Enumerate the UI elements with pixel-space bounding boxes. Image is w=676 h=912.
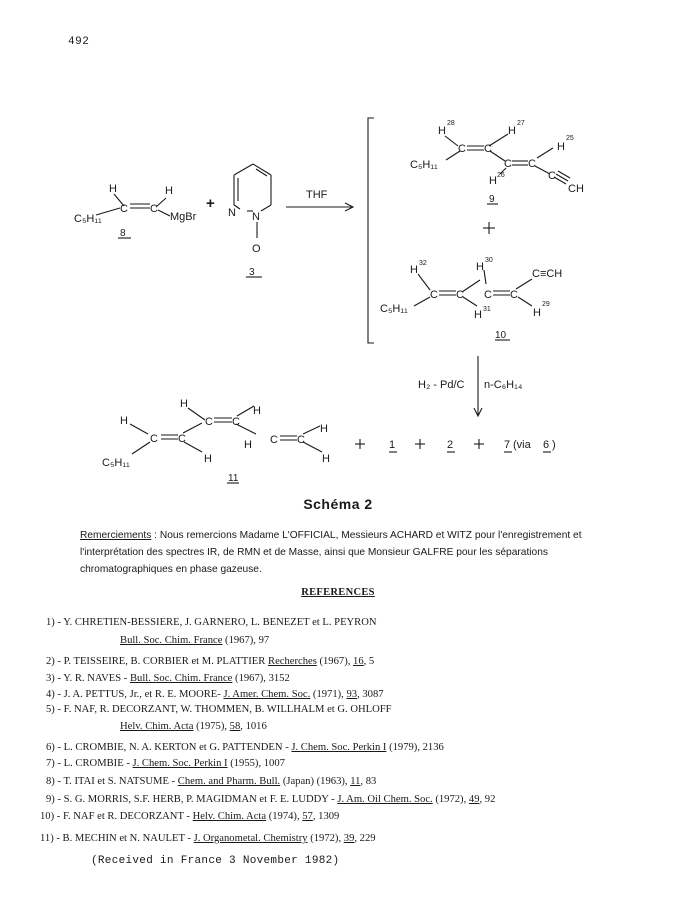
superscript: 32 — [419, 260, 427, 267]
superscript: 25 — [566, 135, 574, 142]
reference-citation: Chem. and Pharm. Bull. — [177, 776, 281, 787]
reference-text: (1967), 97 — [222, 635, 270, 646]
atom-c: C — [456, 289, 464, 301]
acknowledgement-text: : Nous remercions Madame L'OFFICIAL, Messieurs ACHARD et WITZ pour l'enregistrement et l'interprétation des spectres IR, de RMN et de Masse, ainsi que Monsieur GALFRE pour les séparations chromatographiques en phase gazeuse. — [80, 530, 582, 575]
atom-c: C — [120, 203, 128, 215]
reference-line — [120, 721, 267, 732]
reference-text: 1) - Y. CHRETIEN-BESSIERE, J. GARNERO, L. BENEZET et L. PEYRON — [46, 617, 377, 628]
atom-h: H — [165, 185, 173, 197]
atom-c: C — [150, 433, 158, 445]
reference-text: , 92 — [479, 794, 496, 805]
reference-citation: Helv. Chim. Acta — [120, 721, 194, 732]
reference-text: 8) - T. ITAI et S. NATSUME - — [46, 776, 178, 787]
atom-c: C — [178, 433, 186, 445]
reference-text: , 83 — [360, 776, 377, 787]
reference-line — [46, 794, 495, 805]
reference-text: (1971), — [310, 689, 347, 700]
reference-text: (Japan) (1963), — [280, 776, 351, 787]
reference-citation: Recherches — [268, 656, 317, 667]
compound-ref-6: 6 — [543, 439, 550, 451]
superscript: 29 — [542, 301, 550, 308]
atom-h: H — [438, 125, 446, 137]
reference-line — [120, 635, 269, 646]
reference-text: (1979), 2136 — [386, 742, 444, 753]
reference-text: 4) - J. A. PETTUS, Jr., et R. E. MOORE- — [46, 689, 224, 700]
reference-citation: 93 — [346, 689, 358, 700]
atom-c: C — [430, 289, 438, 301]
reference-citation: J. Chem. Soc. Perkin I — [132, 758, 228, 769]
reference-text: 2) - P. TEISSEIRE, B. CORBIER et M. PLATTIER — [46, 656, 268, 667]
superscript: 31 — [483, 306, 491, 313]
atom-h: H — [489, 175, 497, 187]
reference-text: 11) - B. MECHIN et N. NAULET - — [40, 833, 194, 844]
reference-text: , 3087 — [357, 689, 384, 700]
atom-h: H — [180, 398, 188, 410]
reference-citation: J. Am. Oil Chem. Soc. — [337, 794, 433, 805]
atom-h: H — [508, 125, 516, 137]
superscript: 30 — [485, 257, 493, 264]
atom-h: H — [120, 415, 128, 427]
reference-text: , 5 — [363, 656, 375, 667]
reference-line — [46, 776, 376, 787]
reference-line — [46, 617, 377, 628]
atom-h: H — [474, 309, 482, 321]
pentyl-group: C₅H₁₁ — [74, 213, 102, 225]
reference-citation: J. Organometal. Chemistry — [193, 833, 308, 844]
reference-text: , 1016 — [240, 721, 267, 732]
reference-citation: 49 — [468, 794, 480, 805]
reference-line — [46, 689, 384, 700]
reference-citation: 39 — [343, 833, 355, 844]
pentyl-group: C₅H₁₁ — [410, 159, 438, 171]
reference-text: 5) - F. NAF, R. DECORZANT, W. THOMMEN, B. WILLHALM et G. OHLOFF — [46, 704, 392, 715]
solvent-label: n-C₆H₁₄ — [484, 379, 523, 391]
reference-text: 7) - L. CROMBIE - — [46, 758, 133, 769]
pentyl-group: C₅H₁₁ — [102, 457, 130, 469]
reference-text: 10) - F. NAF et R. DECORZANT - — [40, 811, 193, 822]
atom-c: C — [205, 416, 213, 428]
thf-arrow-label: THF — [306, 189, 328, 201]
reference-text: (1975), — [193, 721, 230, 732]
reference-citation: J. Amer. Chem. Soc. — [223, 689, 311, 700]
compound-label-9: 9 — [489, 194, 495, 205]
reference-citation: 57 — [302, 811, 313, 822]
received-note: (Received in France 3 November 1982) — [91, 855, 340, 867]
superscript: 27 — [517, 120, 525, 127]
atom-n: N — [252, 211, 260, 223]
atom-c: C — [504, 158, 512, 170]
reference-text: 9) - S. G. MORRIS, S.F. HERB, P. MAGIDMAN et F. E. LUDDY - — [46, 794, 338, 805]
reference-citation: Bull. Soc. Chim. France — [120, 635, 223, 646]
reference-line — [46, 742, 444, 753]
atom-c: C — [458, 143, 466, 155]
reference-text: 3) - Y. R. NAVES - — [46, 673, 130, 684]
atom-h: H — [204, 453, 212, 465]
reference-text: (1955), 1007 — [227, 758, 285, 769]
reference-text: (1972), — [307, 833, 344, 844]
atom-c: C — [150, 203, 158, 215]
acknowledgement — [80, 527, 620, 578]
reference-line — [46, 704, 392, 715]
mgbr-group: MgBr — [170, 211, 197, 223]
compound-ref-2: 2 — [447, 439, 454, 451]
reference-citation: J. Chem. Soc. Perkin I — [291, 742, 387, 753]
atom-h: H — [244, 439, 252, 451]
atom-o: O — [252, 243, 261, 255]
atom-h: H — [410, 264, 418, 276]
superscript: 28 — [447, 120, 455, 127]
reference-line — [46, 673, 290, 684]
reference-line — [40, 811, 339, 822]
reference-text: (1967), — [316, 656, 354, 667]
atom-h: H — [533, 307, 541, 319]
compound-ref-1: 1 — [389, 439, 396, 451]
reference-citation: 58 — [229, 721, 241, 732]
reference-text: , 229 — [354, 833, 376, 844]
reference-text: (1972), — [432, 794, 469, 805]
compound-ref-7: 7 — [504, 439, 511, 451]
reference-text: 6) - L. CROMBIE, N. A. KERTON et G. PATTENDEN - — [46, 742, 292, 753]
atom-c: C — [270, 434, 278, 446]
reference-citation: Bull. Soc. Chim. France — [129, 673, 233, 684]
reference-line — [40, 833, 376, 844]
superscript: 26 — [497, 172, 505, 179]
reference-text: (1967), 3152 — [232, 673, 290, 684]
page-number: 492 — [68, 36, 90, 48]
pentyl-group: C₅H₁₁ — [380, 303, 408, 315]
atom-h: H — [253, 405, 261, 417]
reference-text: , 1309 — [312, 811, 340, 822]
via-close: ) — [552, 439, 556, 451]
atom-h: H — [476, 261, 484, 273]
atom-c: C — [528, 158, 536, 170]
atom-h: H — [109, 183, 117, 195]
atom-c: C — [510, 289, 518, 301]
atom-c: C — [232, 416, 240, 428]
via-text: (via — [513, 439, 534, 451]
reference-line — [46, 758, 285, 769]
catalyst-label: H₂ - Pd/C — [418, 379, 465, 391]
acknowledgement-label: Remerciements — [80, 530, 152, 541]
compound-label-3: 3 — [249, 267, 255, 278]
compound-label-8: 8 — [120, 228, 126, 239]
compound-label-11: 11 — [228, 473, 239, 484]
atom-h: H — [322, 453, 330, 465]
reference-citation: 11 — [350, 776, 361, 787]
reference-line — [46, 656, 374, 667]
compound-label-10: 10 — [495, 330, 507, 341]
atom-h: H — [320, 423, 328, 435]
reference-citation: Helv. Chim. Acta — [192, 811, 267, 822]
reference-text: (1974), — [266, 811, 303, 822]
reference-citation: 16 — [353, 656, 364, 667]
plus-sign: + — [206, 195, 215, 212]
terminal-alkyne: C≡CH — [532, 268, 563, 280]
atom-c: C — [297, 434, 305, 446]
atom-c: C — [548, 170, 556, 182]
scheme-title: Schéma 2 — [303, 496, 373, 512]
atom-c: C — [484, 289, 492, 301]
atom-h: H — [557, 141, 565, 153]
atom-c: C — [484, 143, 492, 155]
terminal-ch: CH — [568, 183, 584, 195]
atom-n: N — [228, 207, 236, 219]
references-heading: REFERENCES — [301, 587, 375, 598]
